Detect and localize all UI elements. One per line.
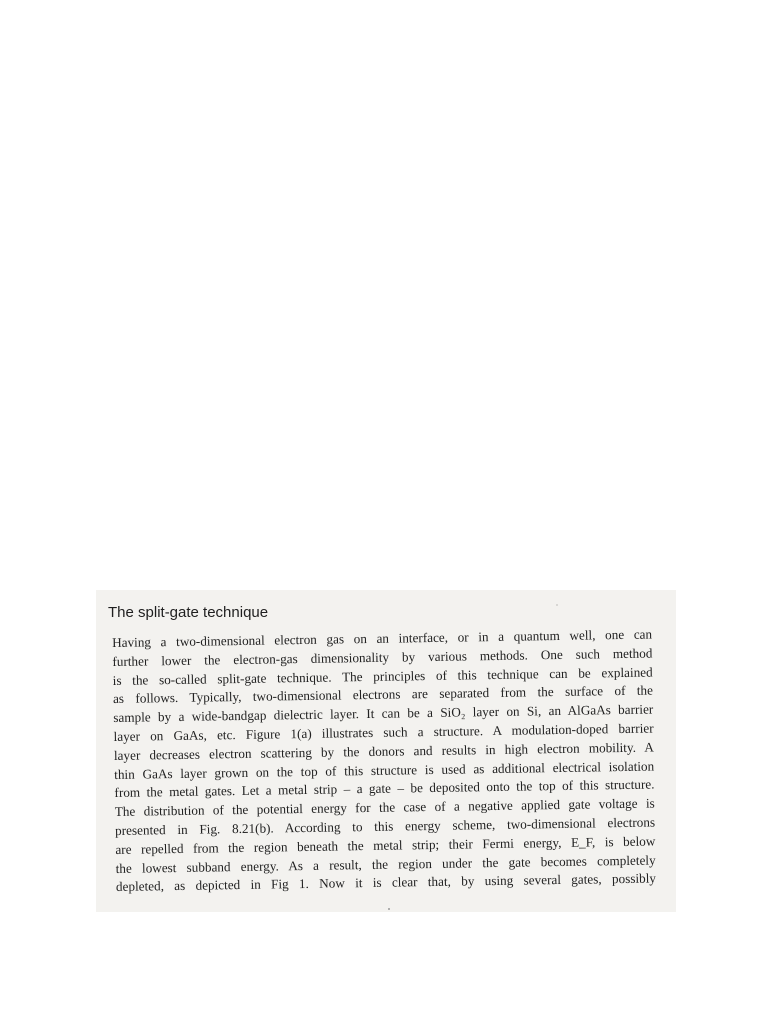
paragraph-line: Having a two-dimensional electron gas on an interface, or in a quantum well, one can xyxy=(112,626,653,650)
paragraph-line: presented in Fig. 8.21(b). According to this energy scheme, two-dimensional electrons xyxy=(114,814,656,838)
paragraph-line: layer decreases electron scattering by the donors and results in high electron mobility. A xyxy=(113,739,654,763)
body-paragraph xyxy=(112,626,656,898)
paragraph-line: sample by a wide-bandgap dielectric layer. It can be a SiO₂ layer on Si, an AlGaAs barrier xyxy=(113,701,654,726)
paragraph-line: The distribution of the potential energy for the case of a negative applied gate voltage is xyxy=(114,795,655,820)
scan-speck xyxy=(556,604,558,606)
paragraph-line: are repelled from the region beneath the metal strip; their Fermi energy, E_F, is below xyxy=(115,833,656,857)
scan-speck xyxy=(388,908,390,910)
paragraph-line: further lower the electron-gas dimensionality by various methods. One such method xyxy=(112,645,653,669)
paragraph-line: the lowest subband energy. As a result, the region under the gate becomes completely xyxy=(115,852,656,876)
paragraph-line: from the metal gates. Let a metal strip – a gate – be deposited onto the top of this structure. xyxy=(114,776,655,801)
paragraph-line: thin GaAs layer grown on the top of this structure is used as additional electrical isolation xyxy=(114,758,655,782)
paragraph-line: layer on GaAs, etc. Figure 1(a) illustrates such a structure. A modulation-doped barrier xyxy=(113,720,654,744)
paragraph-line: depleted, as depicted in Fig 1. Now it is clear that, by using several gates, possibly xyxy=(115,870,657,895)
paragraph-line: as follows. Typically, two-dimensional electrons are separated from the surface of the xyxy=(112,682,654,707)
section-heading: The split-gate technique xyxy=(108,604,269,621)
paragraph-line: is the so-called split-gate technique. The principles of this technique can be explained xyxy=(112,664,653,688)
